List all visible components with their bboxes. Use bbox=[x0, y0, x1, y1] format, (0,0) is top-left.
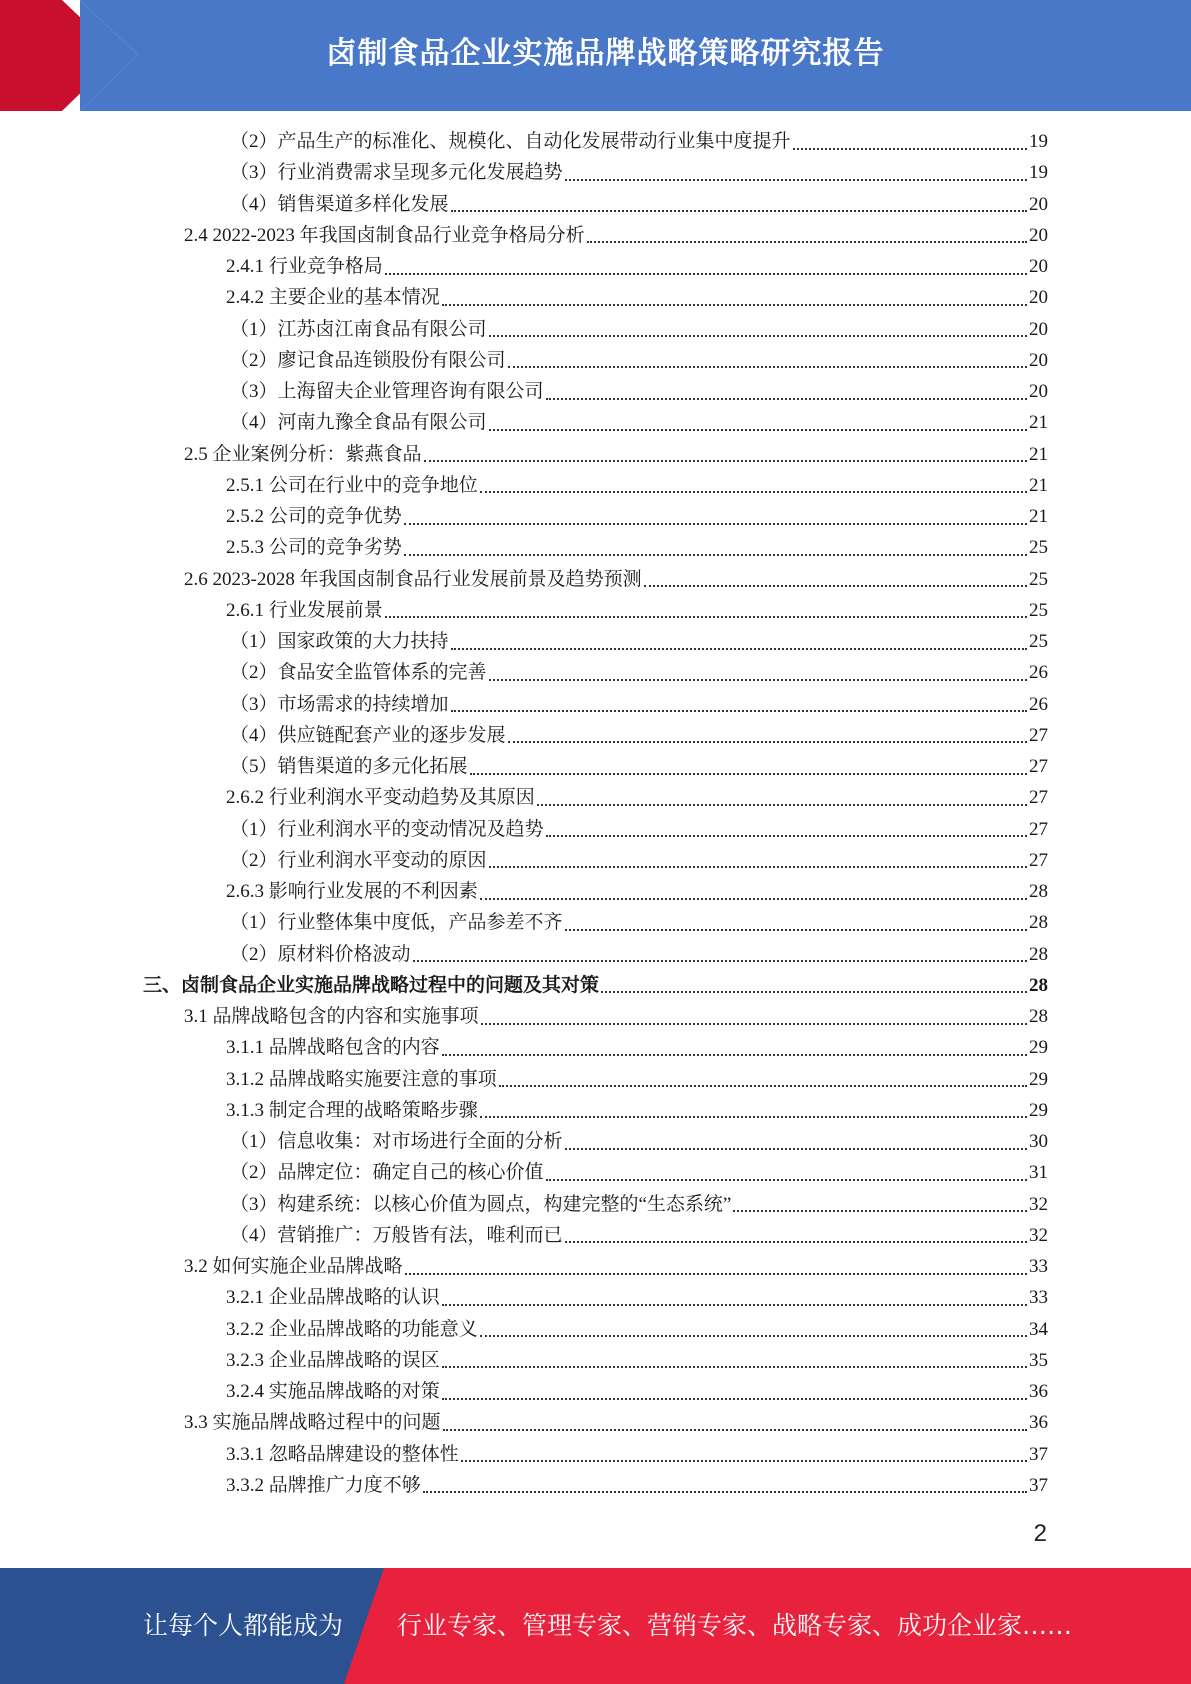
toc-dot-leader bbox=[537, 804, 1027, 806]
toc-entry[interactable] bbox=[230, 845, 1048, 876]
toc-entry-title: （4）营销推广：万般皆有法，唯利而已 bbox=[230, 1224, 563, 1246]
toc-entry-title: 2.6.1 行业发展前景 bbox=[226, 599, 383, 621]
toc-entry-page: 26 bbox=[1029, 662, 1048, 684]
toc-entry-page: 32 bbox=[1029, 1224, 1048, 1246]
toc-entry-page: 20 bbox=[1029, 193, 1048, 215]
toc-dot-leader bbox=[480, 1116, 1027, 1118]
toc-entry-title: （2）品牌定位：确定自己的核心价值 bbox=[230, 1162, 544, 1184]
toc-entry-title: 3.2.1 企业品牌战略的认识 bbox=[226, 1287, 440, 1309]
toc-dot-leader bbox=[489, 679, 1027, 681]
toc-entry-page: 28 bbox=[1029, 943, 1048, 965]
toc-dot-leader bbox=[442, 1398, 1027, 1400]
footer-slogan-left: 让每个人都能成为 bbox=[143, 1611, 344, 1640]
toc-entry-page: 27 bbox=[1029, 724, 1048, 746]
toc-dot-leader bbox=[451, 210, 1027, 212]
page-footer bbox=[0, 1568, 1191, 1684]
toc-dot-leader bbox=[385, 273, 1027, 275]
toc-entry-page: 27 bbox=[1029, 787, 1048, 809]
toc-dot-leader bbox=[508, 366, 1027, 368]
toc-entry-page: 27 bbox=[1029, 818, 1048, 840]
toc-entry-title: （3）市场需求的持续增加 bbox=[230, 693, 449, 715]
toc-entry[interactable] bbox=[230, 689, 1048, 720]
toc-dot-leader bbox=[385, 616, 1027, 618]
toc-entry-page: 28 bbox=[1029, 974, 1048, 996]
toc-dot-leader bbox=[644, 585, 1027, 587]
toc-entry-page: 26 bbox=[1029, 693, 1048, 715]
toc-entry[interactable] bbox=[230, 1220, 1048, 1251]
toc-entry-title: （2）产品生产的标准化、规模化、自动化发展带动行业集中度提升 bbox=[230, 131, 791, 152]
toc-entry[interactable] bbox=[226, 595, 1048, 626]
toc-entry[interactable] bbox=[230, 751, 1048, 782]
toc-entry-title: 2.4.2 主要企业的基本情况 bbox=[226, 287, 440, 309]
toc-dot-leader bbox=[404, 554, 1027, 556]
toc-entry[interactable] bbox=[226, 1376, 1048, 1407]
toc-entry[interactable] bbox=[230, 657, 1048, 688]
toc-entry-page: 32 bbox=[1029, 1193, 1048, 1215]
toc-dot-leader bbox=[601, 991, 1027, 993]
toc-entry-title: 2.5 企业案例分析：紫燕食品 bbox=[184, 443, 422, 465]
toc-dot-leader bbox=[442, 1054, 1027, 1056]
toc-entry[interactable] bbox=[184, 1251, 1048, 1282]
toc-dot-leader bbox=[565, 179, 1027, 181]
toc-entry-title: 2.6 2023-2028 年我国卤制食品行业发展前景及趋势预测 bbox=[184, 568, 642, 590]
toc-dot-leader bbox=[499, 1085, 1027, 1087]
toc-entry-page: 20 bbox=[1029, 318, 1048, 340]
toc-entry-title: （2）行业利润水平变动的原因 bbox=[230, 849, 487, 871]
toc-entry-page: 25 bbox=[1029, 599, 1048, 621]
toc-dot-leader bbox=[565, 1241, 1027, 1243]
toc-entry-title: （3）行业消费需求呈现多元化发展趋势 bbox=[230, 162, 563, 184]
toc-entry[interactable] bbox=[226, 501, 1048, 532]
toc-dot-leader bbox=[565, 929, 1027, 931]
toc-entry[interactable] bbox=[226, 532, 1048, 563]
toc-entry-title: 3.3.1 忽略品牌建设的整体性 bbox=[226, 1443, 459, 1465]
toc-entry-page: 37 bbox=[1029, 1443, 1048, 1465]
toc-entry-page: 34 bbox=[1029, 1318, 1048, 1340]
toc-entry[interactable] bbox=[230, 157, 1048, 188]
toc-entry-page: 19 bbox=[1029, 162, 1048, 184]
toc-dot-leader bbox=[508, 741, 1027, 743]
toc-entry-page: 21 bbox=[1029, 506, 1048, 527]
toc-dot-leader bbox=[442, 1366, 1027, 1368]
toc-dot-leader bbox=[793, 148, 1027, 150]
toc-dot-leader bbox=[461, 1460, 1027, 1462]
toc-entry-page: 20 bbox=[1029, 224, 1048, 246]
toc-dot-leader bbox=[546, 398, 1027, 400]
toc-dot-leader bbox=[413, 960, 1027, 962]
toc-dot-leader bbox=[451, 710, 1027, 712]
toc-entry[interactable] bbox=[184, 439, 1048, 470]
toc-entry[interactable] bbox=[230, 1126, 1048, 1157]
toc-entry[interactable] bbox=[226, 282, 1048, 313]
toc-entry-page: 21 bbox=[1029, 412, 1048, 434]
toc-entry-title: （1）国家政策的大力扶持 bbox=[230, 631, 449, 652]
toc-dot-leader bbox=[489, 429, 1027, 431]
toc-entry-title: （5）销售渠道的多元化拓展 bbox=[230, 756, 468, 777]
toc-entry[interactable] bbox=[230, 814, 1048, 845]
toc-entry[interactable] bbox=[226, 876, 1048, 907]
toc-entry[interactable] bbox=[226, 1032, 1048, 1063]
toc-entry[interactable] bbox=[230, 1157, 1048, 1188]
toc-entry[interactable] bbox=[230, 939, 1048, 970]
toc-entry-title: （2）廖记食品连锁股份有限公司 bbox=[230, 349, 506, 371]
toc-entry-page: 20 bbox=[1029, 256, 1048, 277]
toc-entry-title: （3）上海留夫企业管理咨询有限公司 bbox=[230, 381, 544, 402]
toc-entry-page: 25 bbox=[1029, 537, 1048, 559]
page-number: 2 bbox=[1033, 1520, 1047, 1547]
toc-entry-title: 3.1.1 品牌战略包含的内容 bbox=[226, 1037, 440, 1059]
toc-entry-page: 36 bbox=[1029, 1412, 1048, 1434]
toc-entry-title: 三、卤制食品企业实施品牌战略过程中的问题及其对策 bbox=[143, 974, 600, 996]
toc-entry-page: 21 bbox=[1029, 474, 1048, 496]
toc-entry-title: 3.1.3 制定合理的战略策略步骤 bbox=[226, 1099, 478, 1121]
toc-entry[interactable] bbox=[230, 1189, 1048, 1220]
toc-entry-title: （4）供应链配套产业的逐步发展 bbox=[230, 724, 506, 746]
toc-entry-page: 28 bbox=[1029, 881, 1048, 902]
toc-entry[interactable] bbox=[226, 251, 1048, 282]
toc-dot-leader bbox=[480, 898, 1027, 900]
toc-entry-page: 28 bbox=[1029, 912, 1048, 934]
toc-entry[interactable] bbox=[184, 564, 1048, 595]
toc-entry[interactable] bbox=[226, 1064, 1048, 1095]
toc-entry-page: 29 bbox=[1029, 1099, 1048, 1121]
toc-entry-title: 3.3.2 品牌推广力度不够 bbox=[226, 1474, 421, 1496]
toc-entry-title: 3.2.2 企业品牌战略的功能意义 bbox=[226, 1318, 478, 1340]
toc-dot-leader bbox=[451, 648, 1027, 650]
toc-entry[interactable] bbox=[226, 1282, 1048, 1313]
toc-entry-page: 20 bbox=[1029, 349, 1048, 371]
toc-dot-leader bbox=[423, 1491, 1027, 1493]
toc-entry-page: 31 bbox=[1029, 1162, 1048, 1184]
toc-entry-title: 3.2.4 实施品牌战略的对策 bbox=[226, 1381, 440, 1402]
toc-entry[interactable] bbox=[226, 470, 1048, 501]
toc-dot-leader bbox=[470, 773, 1027, 775]
toc-entry-title: 3.2.3 企业品牌战略的误区 bbox=[226, 1349, 440, 1371]
toc-entry-page: 25 bbox=[1029, 568, 1048, 590]
toc-entry-title: （1）行业利润水平的变动情况及趋势 bbox=[230, 818, 544, 840]
toc-entry[interactable] bbox=[143, 970, 1048, 1001]
toc-dot-leader bbox=[480, 491, 1027, 493]
toc-dot-leader bbox=[442, 304, 1027, 306]
toc-entry-title: （3）构建系统：以核心价值为圆点，构建完整的“生态系统” bbox=[230, 1193, 732, 1215]
toc-dot-leader bbox=[546, 1179, 1027, 1181]
toc-dot-leader bbox=[424, 460, 1027, 462]
toc-dot-leader bbox=[565, 1148, 1027, 1150]
toc-entry-title: 2.5.2 公司的竞争优势 bbox=[226, 506, 402, 527]
toc-entry[interactable] bbox=[226, 1470, 1048, 1501]
toc-entry-title: 3.2 如何实施企业品牌战略 bbox=[184, 1256, 403, 1277]
toc-dot-leader bbox=[404, 523, 1027, 525]
toc-entry-title: （1）信息收集：对市场进行全面的分析 bbox=[230, 1131, 563, 1152]
toc-entry-page: 21 bbox=[1029, 443, 1048, 465]
toc-entry[interactable] bbox=[226, 782, 1048, 813]
toc-dot-leader bbox=[489, 335, 1027, 337]
toc-entry-title: 3.3 实施品牌战略过程中的问题 bbox=[184, 1412, 441, 1434]
report-title: 卤制食品企业实施品牌战略策略研究报告 bbox=[326, 36, 885, 71]
toc-entry-page: 37 bbox=[1029, 1474, 1048, 1496]
toc-entry[interactable] bbox=[226, 1314, 1048, 1345]
toc-dot-leader bbox=[546, 835, 1027, 837]
toc-entry-page: 29 bbox=[1029, 1037, 1048, 1059]
toc-entry[interactable] bbox=[230, 907, 1048, 938]
toc-entry-title: （1）江苏卤江南食品有限公司 bbox=[230, 318, 487, 340]
toc-entry-title: 2.5.3 公司的竞争劣势 bbox=[226, 537, 402, 559]
toc-entry[interactable] bbox=[230, 376, 1048, 407]
page-header bbox=[0, 0, 1191, 111]
toc-dot-leader bbox=[481, 1023, 1027, 1025]
toc-entry-page: 30 bbox=[1029, 1131, 1048, 1152]
toc-entry[interactable] bbox=[184, 1407, 1048, 1438]
toc-entry-title: （4）销售渠道多样化发展 bbox=[230, 193, 449, 215]
toc-entry-title: 2.6.2 行业利润水平变动趋势及其原因 bbox=[226, 787, 535, 809]
toc-dot-leader bbox=[443, 1429, 1027, 1431]
toc-entry[interactable] bbox=[230, 189, 1048, 220]
toc-entry[interactable] bbox=[226, 1439, 1048, 1470]
toc-entry[interactable] bbox=[230, 626, 1048, 657]
toc-entry-page: 27 bbox=[1029, 756, 1048, 777]
toc-entry[interactable] bbox=[226, 1345, 1048, 1376]
toc-dot-leader bbox=[489, 866, 1027, 868]
toc-entry-page: 19 bbox=[1029, 131, 1048, 152]
toc-entry-title: 2.4 2022-2023 年我国卤制食品行业竞争格局分析 bbox=[184, 224, 585, 246]
toc-entry[interactable] bbox=[230, 126, 1048, 157]
toc-entry[interactable] bbox=[230, 345, 1048, 376]
toc-entry-title: （2）食品安全监管体系的完善 bbox=[230, 662, 487, 684]
toc-dot-leader bbox=[405, 1273, 1027, 1275]
toc-entry-page: 27 bbox=[1029, 849, 1048, 871]
toc-entry-page: 36 bbox=[1029, 1381, 1048, 1402]
toc-entry[interactable] bbox=[230, 407, 1048, 438]
toc-entry-page: 29 bbox=[1029, 1068, 1048, 1090]
toc-entry-page: 25 bbox=[1029, 631, 1048, 652]
toc-entry-title: 2.6.3 影响行业发展的不利因素 bbox=[226, 881, 478, 902]
toc-dot-leader bbox=[442, 1304, 1027, 1306]
toc-entry-page: 35 bbox=[1029, 1349, 1048, 1371]
toc-entry[interactable] bbox=[230, 720, 1048, 751]
toc-entry[interactable] bbox=[184, 1001, 1048, 1032]
toc-entry-title: 2.5.1 公司在行业中的竞争地位 bbox=[226, 474, 478, 496]
toc-dot-leader bbox=[480, 1335, 1027, 1337]
toc-entry-title: （4）河南九豫全食品有限公司 bbox=[230, 412, 487, 434]
toc-dot-leader bbox=[733, 1210, 1027, 1212]
toc-entry-title: 2.4.1 行业竞争格局 bbox=[226, 256, 383, 277]
toc-entry-title: 3.1 品牌战略包含的内容和实施事项 bbox=[184, 1006, 479, 1027]
toc-entry-page: 33 bbox=[1029, 1287, 1048, 1309]
footer-slogan-right: 行业专家、管理专家、营销专家、战略专家、成功企业家…… bbox=[397, 1611, 1073, 1640]
toc-dot-leader bbox=[587, 241, 1027, 243]
toc-entry[interactable] bbox=[184, 220, 1048, 251]
toc-entry-page: 20 bbox=[1029, 381, 1048, 402]
toc-entry-page: 33 bbox=[1029, 1256, 1048, 1277]
toc-entry-title: （2）原材料价格波动 bbox=[230, 943, 411, 965]
toc-entry-title: （1）行业整体集中度低，产品参差不齐 bbox=[230, 912, 563, 934]
toc-entry-title: 3.1.2 品牌战略实施要注意的事项 bbox=[226, 1068, 497, 1090]
toc-entry-page: 20 bbox=[1029, 287, 1048, 309]
toc-entry-page: 28 bbox=[1029, 1006, 1048, 1027]
toc-entry[interactable] bbox=[230, 314, 1048, 345]
toc-entry[interactable] bbox=[226, 1095, 1048, 1126]
